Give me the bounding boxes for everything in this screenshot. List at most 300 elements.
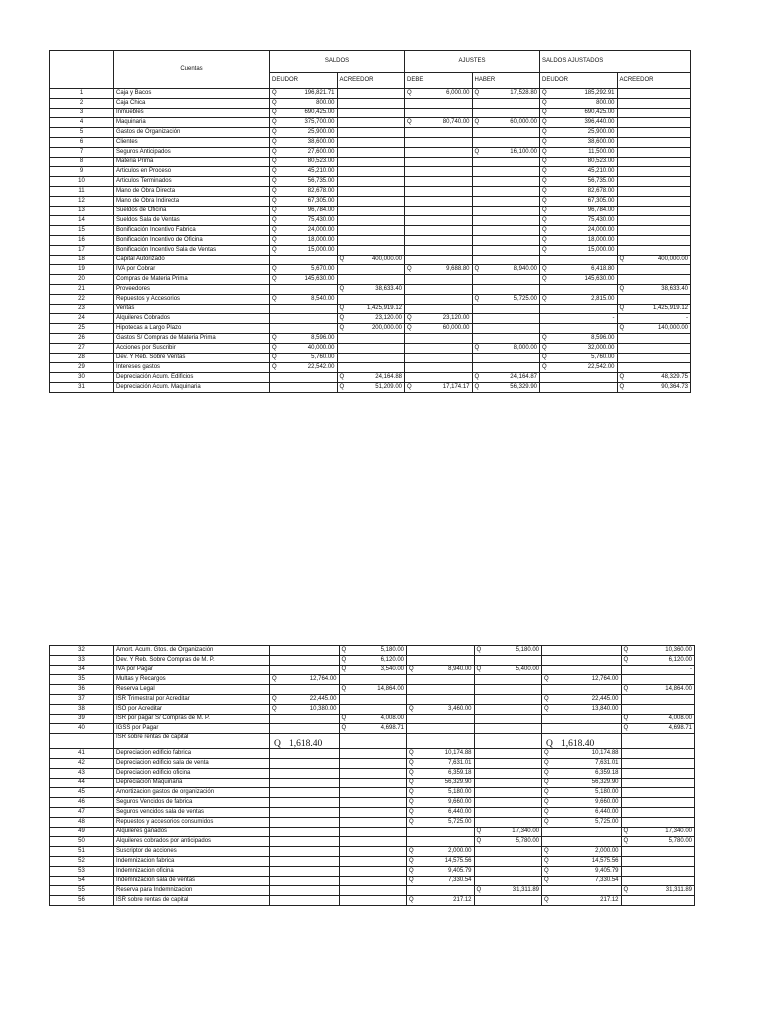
header-deudor-ajustado: DEUDOR [540, 73, 618, 89]
ajustado-deudor: 96,784.00 [551, 206, 617, 216]
saldo-deudor [283, 827, 339, 837]
empty-cell [542, 837, 556, 847]
saldo-deudor [283, 758, 339, 768]
table-row [50, 284, 691, 294]
empty-cell [405, 255, 417, 265]
empty-cell [472, 353, 484, 363]
saldo-deudor: 8,540.00 [281, 294, 337, 304]
ajustado-acreedor: 1,425,919.12 [629, 304, 691, 314]
row-number: 38 [50, 704, 114, 714]
empty-cell [621, 876, 633, 886]
ajuste-haber [484, 226, 540, 236]
ajuste-debe [416, 353, 472, 363]
empty-cell [474, 798, 486, 808]
row-number: 43 [50, 768, 114, 778]
empty-cell [474, 778, 486, 788]
empty-cell [339, 704, 351, 714]
row-number: 50 [50, 837, 114, 847]
row-number: 47 [50, 807, 114, 817]
empty-cell [474, 704, 486, 714]
ajuste-haber [486, 896, 542, 906]
empty-cell [617, 147, 629, 157]
empty-cell [617, 98, 629, 108]
saldo-acreedor [349, 186, 405, 196]
empty-cell [337, 206, 349, 216]
empty-cell [621, 778, 633, 788]
empty-cell [472, 275, 484, 285]
currency-q: Q [474, 827, 486, 837]
saldo-deudor [281, 314, 337, 324]
ajuste-haber [486, 778, 542, 788]
empty-cell [339, 866, 351, 876]
empty-cell [270, 324, 282, 334]
empty-cell [617, 89, 629, 99]
currency-q: Q [270, 363, 282, 373]
empty-cell [405, 177, 417, 187]
empty-cell [339, 798, 351, 808]
empty-cell [617, 275, 629, 285]
table-row [50, 196, 691, 206]
saldo-acreedor [349, 137, 405, 147]
saldo-acreedor: 6,120.00 [351, 655, 407, 665]
saldo-acreedor: 24,164.88 [349, 373, 405, 383]
ajuste-haber [486, 685, 542, 695]
row-account-name: Sueldos Sala de Ventas [114, 216, 270, 226]
ajustado-deudor: 75,430.00 [551, 216, 617, 226]
currency-q: Q [621, 714, 633, 724]
empty-cell [474, 714, 486, 724]
empty-cell [337, 186, 349, 196]
table-row [50, 749, 695, 759]
currency-q: Q [407, 896, 419, 906]
empty-cell [540, 324, 552, 334]
ajustado-deudor [551, 382, 617, 392]
currency-q: Q [540, 167, 552, 177]
ajuste-debe: 6,440.00 [418, 807, 474, 817]
ajustado-deudor: 80,523.00 [551, 157, 617, 167]
empty-cell [472, 157, 484, 167]
ajustado-deudor: 7,631.01 [555, 758, 621, 768]
currency-q: Q [337, 382, 349, 392]
ajustado-acreedor [629, 265, 691, 275]
empty-cell [540, 382, 552, 392]
ajustado-deudor: 22,445.00 [555, 694, 621, 704]
empty-cell [337, 294, 349, 304]
empty-cell [617, 128, 629, 138]
saldo-deudor: 375,700.00 [281, 118, 337, 128]
empty-cell [621, 768, 633, 778]
ajustado-acreedor [633, 798, 695, 808]
currency-q: Q [617, 304, 629, 314]
ajuste-haber [484, 284, 540, 294]
ajuste-haber [486, 847, 542, 857]
row-number: 3 [50, 108, 114, 118]
saldo-deudor: 8,596.00 [281, 333, 337, 343]
row-account-name: Multas y Recargos [114, 675, 270, 685]
ajustado-acreedor: 400,000.00 [629, 255, 691, 265]
currency-q: Q [339, 665, 351, 675]
ajustado-deudor: 38,600.00 [551, 137, 617, 147]
header-number-cell [50, 51, 114, 89]
row-number: 4 [50, 118, 114, 128]
saldo-acreedor [349, 333, 405, 343]
saldo-deudor [283, 778, 339, 788]
row-number: 44 [50, 778, 114, 788]
table-row [50, 758, 695, 768]
row-number: 56 [50, 896, 114, 906]
row-account-name: Reserva para Indemnizacion [114, 886, 270, 896]
header-acreedor-ajustado: ACREEDOR [617, 73, 691, 89]
ajustado-acreedor: 14,864.00 [633, 685, 695, 695]
ajustado-deudor: 24,000.00 [551, 226, 617, 236]
saldo-deudor: 690,425.00 [281, 108, 337, 118]
row-account-name: Sueldos de Oficina [114, 206, 270, 216]
currency-q: Q [472, 118, 484, 128]
empty-cell [474, 876, 486, 886]
ajustado-acreedor [629, 89, 691, 99]
ajustado-acreedor [629, 186, 691, 196]
empty-cell [339, 768, 351, 778]
empty-cell [617, 353, 629, 363]
ajuste-debe [418, 694, 474, 704]
ajuste-debe: 56,329.90 [418, 778, 474, 788]
empty-cell [405, 216, 417, 226]
row-account-name: Indemnizacion sala de ventas [114, 876, 270, 886]
saldo-acreedor [349, 98, 405, 108]
ajuste-haber [486, 768, 542, 778]
currency-q: Q [405, 265, 417, 275]
ajustado-acreedor [633, 768, 695, 778]
ajustado-acreedor [633, 788, 695, 798]
empty-cell [621, 807, 633, 817]
currency-q: Q [474, 886, 486, 896]
empty-cell [474, 749, 486, 759]
ajustado-deudor [555, 724, 621, 734]
empty-cell [339, 758, 351, 768]
row-number: 41 [50, 749, 114, 759]
currency-q: Q [542, 788, 556, 798]
row-account-name: Bonificación Incentivo Sala de Ventas [114, 245, 270, 255]
ajuste-debe [418, 714, 474, 724]
header-group-ajustes: AJUSTES [405, 51, 540, 73]
empty-cell [617, 216, 629, 226]
ajuste-debe: 17,174.17 [416, 382, 472, 392]
ajuste-haber: 5,400.00 [486, 665, 542, 675]
table-row [50, 724, 695, 734]
currency-q: Q [542, 817, 556, 827]
empty-cell [474, 866, 486, 876]
ajuste-debe: 3,460.00 [418, 704, 474, 714]
ajustado-acreedor [629, 353, 691, 363]
table-row [50, 655, 695, 665]
currency-q: Q [540, 363, 552, 373]
saldo-deudor [283, 817, 339, 827]
ajustado-deudor [551, 324, 617, 334]
table-row [50, 206, 691, 216]
currency-q: Q [540, 108, 552, 118]
table-row [50, 147, 691, 157]
row-account-name: Materia Prima [114, 157, 270, 167]
empty-cell [270, 896, 284, 906]
currency-q: Q [270, 128, 282, 138]
saldo-deudor: 25,900.00 [281, 128, 337, 138]
currency-q: Q [472, 147, 484, 157]
ajuste-debe [416, 186, 472, 196]
ajuste-haber [484, 167, 540, 177]
currency-q: Q [540, 196, 552, 206]
empty-cell [621, 704, 633, 714]
table-row [50, 255, 691, 265]
table-row [50, 343, 691, 353]
currency-q: Q [270, 353, 282, 363]
saldo-deudor: 12,764.00 [283, 675, 339, 685]
ajustado-deudor [555, 714, 621, 724]
saldo-acreedor [351, 856, 407, 866]
currency-q: Q [270, 137, 282, 147]
empty-cell [407, 685, 419, 695]
empty-cell [339, 827, 351, 837]
row-account-name: Intereses gastos [114, 363, 270, 373]
ajuste-haber [484, 128, 540, 138]
saldo-acreedor [349, 89, 405, 99]
table-row [50, 847, 695, 857]
table-row [50, 89, 691, 99]
ajustado-deudor: 56,329.90 [555, 778, 621, 788]
empty-cell [270, 665, 284, 675]
trial-balance-table-2 [49, 645, 695, 906]
row-number: 36 [50, 685, 114, 695]
table-row [50, 245, 691, 255]
currency-q: Q [474, 837, 486, 847]
empty-cell [339, 694, 351, 704]
row-account-name: Bonificación Incentivo Fabrica [114, 226, 270, 236]
table-row [50, 827, 695, 837]
row-number: 30 [50, 373, 114, 383]
currency-q: Q [540, 235, 552, 245]
saldo-deudor [283, 886, 339, 896]
row-account-name: Seguros Anticipados [114, 147, 270, 157]
currency-q: Q [540, 98, 552, 108]
currency-q: Q [270, 226, 282, 236]
empty-cell [337, 333, 349, 343]
ajustado-acreedor [629, 137, 691, 147]
ajuste-debe: 60,000.00 [416, 324, 472, 334]
ajuste-debe [418, 886, 474, 896]
ajuste-debe [416, 275, 472, 285]
ajustado-acreedor: 4,008.00 [633, 714, 695, 724]
empty-cell [474, 758, 486, 768]
empty-cell [405, 137, 417, 147]
row-account-name: ISR sobre rentas de capital [114, 896, 270, 906]
saldo-deudor: 45,210.00 [281, 167, 337, 177]
empty-cell [407, 886, 419, 896]
saldo-acreedor [349, 226, 405, 236]
ajuste-haber [486, 655, 542, 665]
empty-cell [472, 128, 484, 138]
currency-q: Q [270, 206, 282, 216]
saldo-acreedor [349, 118, 405, 128]
table-row [50, 294, 691, 304]
empty-cell [270, 788, 284, 798]
ajuste-debe [416, 216, 472, 226]
currency-q: Q [617, 373, 629, 383]
ajustado-deudor [551, 373, 617, 383]
ajustado-deudor [555, 655, 621, 665]
currency-q: Q [270, 343, 282, 353]
currency-q: Q [621, 685, 633, 695]
currency-q: Q [339, 724, 351, 734]
row-account-name: Alquileres Cobrados [114, 314, 270, 324]
empty-cell [472, 314, 484, 324]
row-number: 7 [50, 147, 114, 157]
currency-q: Q [270, 157, 282, 167]
row-number: 46 [50, 798, 114, 808]
empty-cell [270, 373, 282, 383]
empty-cell [270, 685, 284, 695]
ajuste-haber [484, 304, 540, 314]
empty-cell [617, 108, 629, 118]
ajuste-haber [486, 694, 542, 704]
empty-cell [405, 343, 417, 353]
empty-cell [472, 255, 484, 265]
saldo-deudor: 22,542.00 [281, 363, 337, 373]
ajustado-acreedor [633, 694, 695, 704]
row-account-name: Bonificación Incentivo de Oficina [114, 235, 270, 245]
empty-cell [407, 837, 419, 847]
empty-cell [542, 714, 556, 724]
ajustado-deudor: 18,000.00 [551, 235, 617, 245]
empty-cell [270, 847, 284, 857]
empty-cell [405, 235, 417, 245]
ajustado-deudor [551, 304, 617, 314]
table-row [50, 314, 691, 324]
empty-cell [540, 284, 552, 294]
row-number: 54 [50, 876, 114, 886]
empty-cell [617, 363, 629, 373]
row-account-name: Caja y Bacos [114, 89, 270, 99]
ajustado-acreedor [629, 167, 691, 177]
table-row [50, 177, 691, 187]
empty-cell [339, 847, 351, 857]
empty-cell [617, 118, 629, 128]
row-account-name: Repuestos y accesorios consumidos [114, 817, 270, 827]
empty-cell [405, 147, 417, 157]
ajustado-acreedor [629, 216, 691, 226]
saldo-deudor: 196,821.71 [281, 89, 337, 99]
empty-cell [472, 186, 484, 196]
row-number: 20 [50, 275, 114, 285]
header-group-saldos-ajustados: SALDOS AJUSTADOS [540, 51, 691, 73]
currency-q: Q [621, 655, 633, 665]
row-number: 40 [50, 724, 114, 734]
row-number: 13 [50, 206, 114, 216]
currency-q: Q [472, 382, 484, 392]
empty-cell [407, 827, 419, 837]
row-number: 34 [50, 665, 114, 675]
ajuste-haber: 5,725.00 [484, 294, 540, 304]
saldo-acreedor [349, 108, 405, 118]
saldo-deudor: 800.00 [281, 98, 337, 108]
currency-q: Q [270, 275, 282, 285]
currency-q: Q [270, 694, 284, 704]
ajustado-deudor: 67,305.00 [551, 196, 617, 206]
ajuste-debe: 10,174.88 [418, 749, 474, 759]
empty-cell [540, 304, 552, 314]
empty-cell [407, 655, 419, 665]
currency-q: Q [540, 177, 552, 187]
currency-q: Q [337, 255, 349, 265]
saldo-acreedor [351, 886, 407, 896]
currency-q: Q [270, 167, 282, 177]
currency-q: Q [407, 876, 419, 886]
saldo-acreedor: 4,008.00 [351, 714, 407, 724]
table-row [50, 265, 691, 275]
empty-cell [617, 196, 629, 206]
saldo-deudor [283, 665, 339, 675]
row-account-name: Depreciación Acum. Maquinaria [114, 382, 270, 392]
row-number: 48 [50, 817, 114, 827]
saldo-deudor: 145,630.00 [281, 275, 337, 285]
saldo-acreedor [349, 216, 405, 226]
row-account-name: Maquinaria [114, 118, 270, 128]
ajuste-haber [486, 749, 542, 759]
table-row [50, 167, 691, 177]
row-account-name: Inmuebles [114, 108, 270, 118]
saldo-deudor [283, 866, 339, 876]
saldo-acreedor [351, 675, 407, 685]
currency-q: Q [542, 807, 556, 817]
empty-cell [339, 675, 351, 685]
ajuste-debe [416, 177, 472, 187]
table-row [50, 226, 691, 236]
row-number: 16 [50, 235, 114, 245]
currency-q: Q [407, 778, 419, 788]
saldo-deudor [283, 685, 339, 695]
currency-q: Q [540, 245, 552, 255]
saldo-deudor [283, 798, 339, 808]
empty-cell [472, 98, 484, 108]
currency-q: Q [542, 798, 556, 808]
ajustado-acreedor [633, 807, 695, 817]
currency-q: Q [407, 807, 419, 817]
ajuste-haber [484, 255, 540, 265]
currency-q: Q [542, 856, 556, 866]
ajustado-deudor: 7,330.54 [555, 876, 621, 886]
ajuste-haber [484, 363, 540, 373]
saldo-deudor: 80,523.00 [281, 157, 337, 167]
ajustado-deudor: 11,500.00 [551, 147, 617, 157]
row-number: 6 [50, 137, 114, 147]
empty-cell [270, 807, 284, 817]
ajuste-haber [486, 704, 542, 714]
ajuste-haber [486, 724, 542, 734]
empty-cell [474, 685, 486, 695]
row-account-name: Articulos en Proceso [114, 167, 270, 177]
header-debe: DEBE [405, 73, 473, 89]
empty-cell [270, 749, 284, 759]
table-row [50, 186, 691, 196]
empty-cell [540, 255, 552, 265]
ajuste-haber [486, 807, 542, 817]
empty-cell [270, 714, 284, 724]
saldo-acreedor [351, 704, 407, 714]
empty-cell [407, 675, 419, 685]
ajustado-acreedor [633, 778, 695, 788]
saldo-acreedor: 400,000.00 [349, 255, 405, 265]
empty-cell [270, 255, 282, 265]
currency-q: Q [474, 665, 486, 675]
saldo-deudor [283, 847, 339, 857]
